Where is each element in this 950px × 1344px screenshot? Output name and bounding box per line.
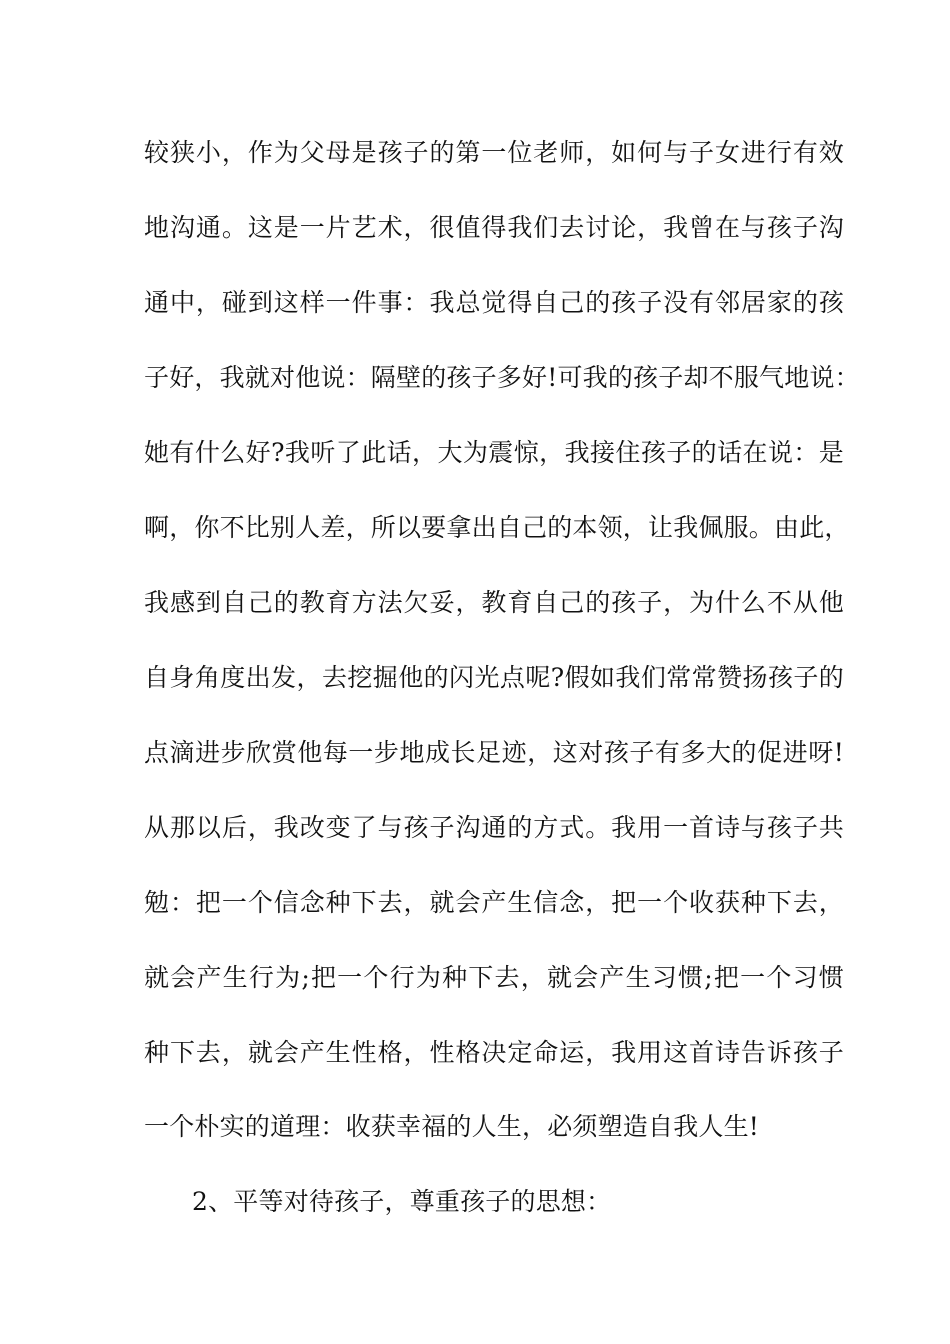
body-line-3: 通中，碰到这样一件事：我总觉得自己的孩子没有邻居家的孩 bbox=[144, 288, 844, 317]
body-line-13: 种下去，就会产生性格，性格决定命运，我用这首诗告诉孩子 bbox=[144, 1038, 844, 1067]
body-line-4: 子好，我就对他说：隔壁的孩子多好!可我的孩子却不服气地说： bbox=[144, 363, 860, 392]
body-line-10: 从那以后，我改变了与孩子沟通的方式。我用一首诗与孩子共 bbox=[144, 813, 844, 842]
body-line-7: 我感到自己的教育方法欠妥，教育自己的孩子，为什么不从他 bbox=[144, 588, 844, 617]
section-heading: 2、平等对待孩子，尊重孩子的思想： bbox=[192, 1187, 612, 1216]
body-line-14: 一个朴实的道理：收获幸福的人生，必须塑造自我人生! bbox=[144, 1112, 760, 1141]
body-line-11: 勉：把一个信念种下去，就会产生信念，把一个收获种下去， bbox=[144, 888, 844, 917]
body-line-2: 地沟通。这是一片艺术，很值得我们去讨论，我曾在与孩子沟 bbox=[144, 213, 844, 242]
body-line-12: 就会产生行为;把一个行为种下去，就会产生习惯;把一个习惯 bbox=[144, 963, 844, 992]
body-line-9: 点滴进步欣赏他每一步地成长足迹，这对孩子有多大的促进呀! bbox=[144, 738, 844, 767]
body-line-8: 自身角度出发，去挖掘他的闪光点呢?假如我们常常赞扬孩子的 bbox=[144, 663, 844, 692]
body-line-5: 她有什么好?我听了此话，大为震惊，我接住孩子的话在说：是 bbox=[144, 438, 844, 467]
body-line-6: 啊，你不比别人差，所以要拿出自己的本领，让我佩服。由此， bbox=[144, 513, 850, 542]
body-line-1: 较狭小，作为父母是孩子的第一位老师，如何与子女进行有效 bbox=[144, 138, 844, 167]
